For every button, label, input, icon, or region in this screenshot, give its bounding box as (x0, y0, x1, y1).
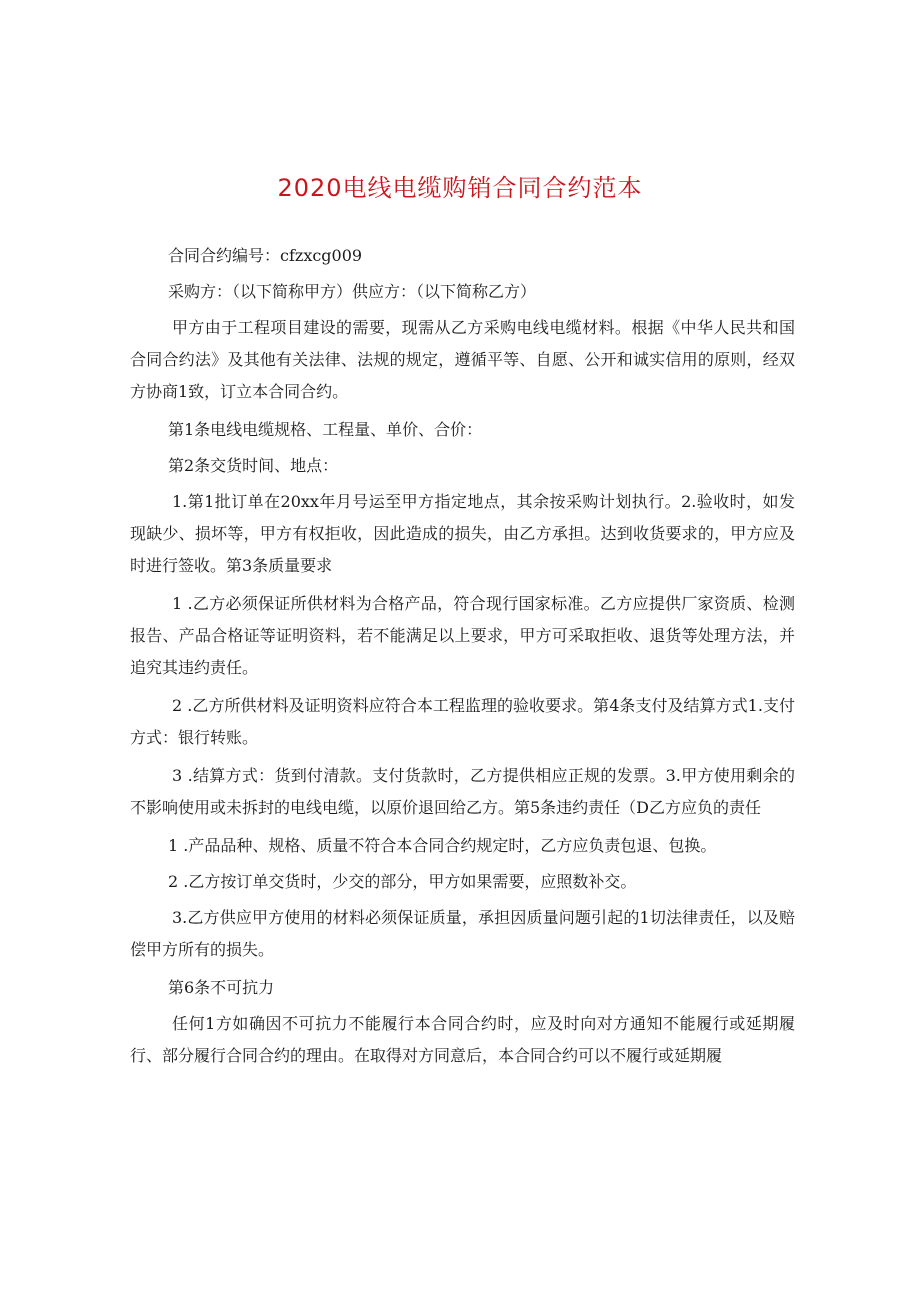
quality-paragraph-1: 1 .乙方必须保证所供材料为合格产品，符合现行国家标准。乙方应提供厂家资质、检测报告、产品合格证等证明资料，若不能满足以上要求，甲方可采取拒收、退货等处理方法，并追究其违约责任。 (130, 594, 795, 677)
liability-item-1: 1 .产品品种、规格、质量不符合本合同合约规定时，乙方应负责包退、包换。 (168, 836, 717, 855)
liability-item-2: 2 .乙方按订单交货时，少交的部分，甲方如果需要，应照数补交。 (168, 872, 637, 891)
preamble-paragraph: 甲方由于工程项目建设的需要，现需从乙方采购电线电缆材料。根据《中华人民共和国合同合约法》及其他有关法律、法规的规定，遵循平等、自愿、公开和诚实信用的原则，经双方协商1致，订立本合同合约。 (130, 318, 795, 401)
contract-number: 合同合约编号：cfzxcg009 (168, 246, 363, 265)
parties-line: 采购方：（以下简称甲方）供应方：（以下简称乙方） (168, 282, 537, 301)
quality-paragraph-2: 2 .乙方所供材料及证明资料应符合本工程监理的验收要求。第4条支付及结算方式1.支付方式：银行转账。 (130, 696, 795, 747)
liability-item-3: 3.乙方供应甲方使用的材料必须保证质量，承担因质量问题引起的1切法律责任，以及赔偿甲方所有的损失。 (130, 908, 795, 959)
document-title: 2020电线电缆购销合同合约范本 (277, 174, 643, 202)
article-6-heading: 第6条不可抗力 (168, 978, 275, 997)
settlement-paragraph: 3 .结算方式：货到付清款。支付货款时，乙方提供相应正规的发票。3.甲方使用剩余的不影响使用或未拆封的电线电缆，以原价退回给乙方。第5条违约责任（D乙方应负的责任 (130, 766, 795, 817)
article-2-heading: 第2条交货时间、地点： (168, 456, 339, 475)
force-majeure-paragraph: 任何1方如确因不可抗力不能履行本合同合约时，应及时向对方通知不能履行或延期履行、部分履行合同合约的理由。在取得对方同意后，本合同合约可以不履行或延期履 (130, 1014, 795, 1065)
article-1-heading: 第1条电线电缆规格、工程量、单价、合价： (168, 420, 483, 439)
delivery-paragraph: 1.第1批订单在20xx年月号运至甲方指定地点，其余按采购计划执行。2.验收时，如发现缺少、损坏等，甲方有权拒收，因此造成的损失，由乙方承担。达到收货要求的，甲方应及时进行签收。第3条质量要求 (130, 492, 795, 575)
document-body (130, 240, 795, 1078)
